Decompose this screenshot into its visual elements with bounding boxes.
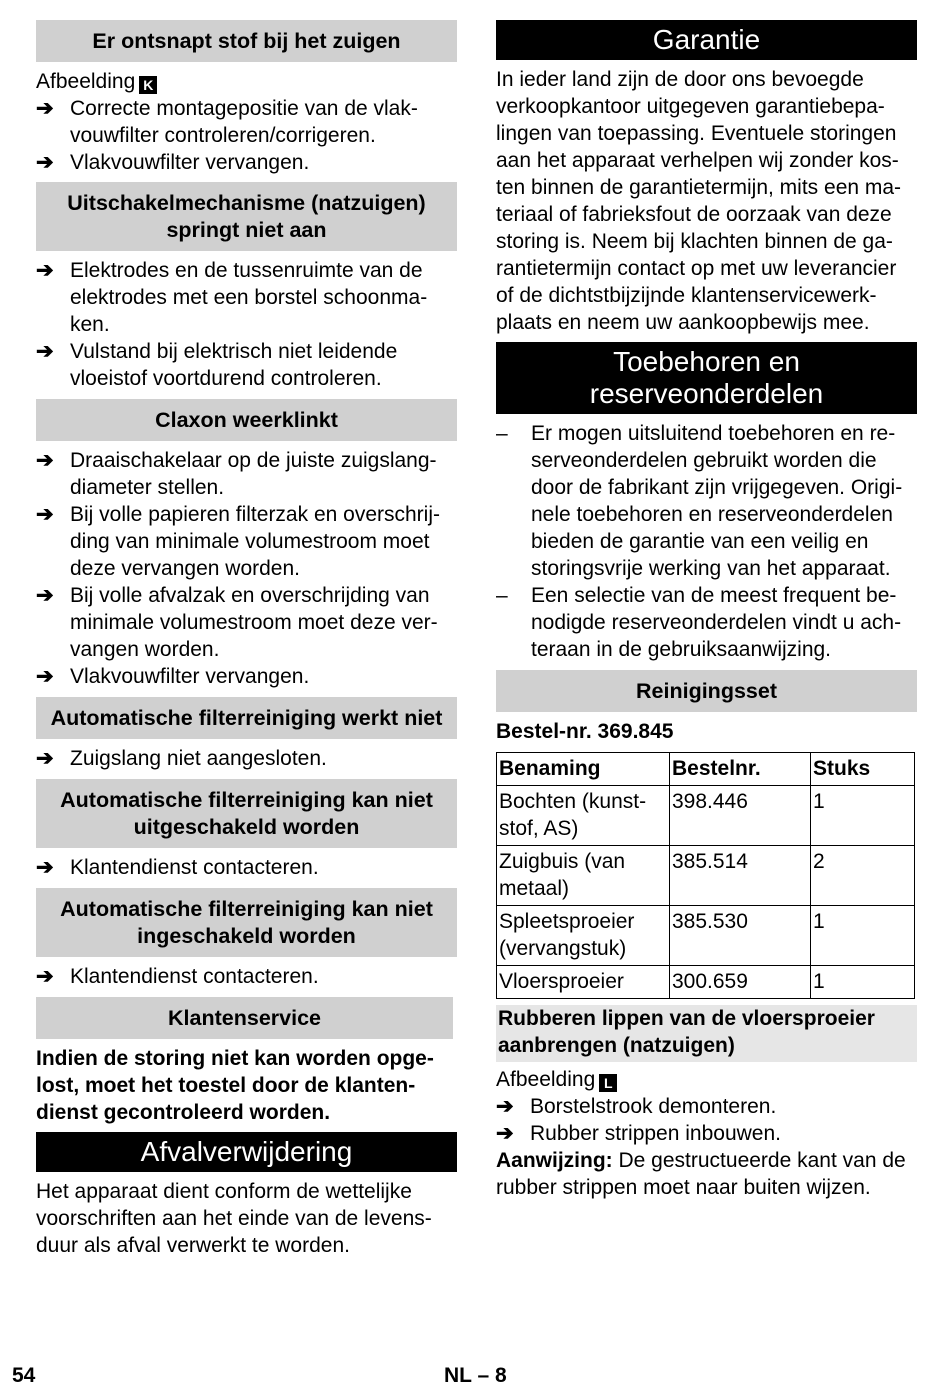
- garantie-text: In ieder land zijn de door ons bevoegde verkoopkantoor uitgegeven garantiebepa-lingen van toepassing. Eventuele storingen aan het apparaat verhelpen wij zonder kos-ten binnen de garantietermijn, mits een ma-teriaal of fabrieksfout de oorzaak van deze storing is. Neem bij klachten binnen de ga-rantietermijn contact op met uw leverancier of de dichtstbijzijnde klantenservicewerk-plaats en neem uw aankoopbewijs mee.: [496, 68, 902, 334]
- table-header-cell: Stuks: [811, 753, 915, 786]
- table-header-row: [497, 753, 915, 786]
- table-row: [497, 786, 915, 846]
- arrow-right-icon: ➔: [36, 97, 54, 120]
- note-label: Aanwijzing:: [496, 1149, 613, 1172]
- figure-ref: [36, 68, 457, 95]
- right-column: [496, 20, 917, 1201]
- klantenservice-text: Indien de storing niet kan worden opge-lost, moet het toestel door de klanten-dienst gecontroleerd worden.: [36, 1047, 434, 1124]
- heading-filterreiniging-niet-ingeschakeld: Automatische filterreiniging kan niet ingeschakeld worden: [36, 888, 457, 957]
- list-item: [36, 582, 457, 663]
- table-cell: 398.446: [670, 786, 811, 846]
- heading-uitschakelmechanisme: Uitschakelmechanisme (natzuigen) springt niet aan: [36, 182, 457, 251]
- table-header-cell: Bestelnr.: [670, 753, 811, 786]
- arrow-right-icon: ➔: [36, 584, 54, 607]
- arrow-right-icon: ➔: [36, 503, 54, 526]
- note: [496, 1147, 917, 1201]
- list-item-text: Vlakvouwfilter vervangen.: [70, 151, 310, 174]
- list-item: [496, 582, 917, 663]
- arrow-right-icon: ➔: [36, 151, 54, 174]
- table-cell: 385.530: [670, 906, 811, 966]
- list-item: [36, 338, 457, 392]
- arrow-right-icon: ➔: [36, 856, 54, 879]
- list-item-text: Bij volle afvalzak en overschrijding van minimale volumestroom moet deze ver-vangen worden.: [70, 584, 438, 661]
- arrow-right-icon: ➔: [36, 340, 54, 363]
- list-item: [36, 149, 457, 176]
- list-item: [36, 745, 457, 772]
- list-item: [496, 1093, 917, 1120]
- bullet-list: [496, 1093, 917, 1147]
- list-item: [36, 95, 457, 149]
- table-cell: Bochten (kunst-stof, AS): [497, 786, 670, 846]
- table-cell: 2: [811, 846, 915, 906]
- list-item: [36, 501, 457, 582]
- table-cell: Spleetsproeier (vervangstuk): [497, 906, 670, 966]
- language-page-label: NL – 8: [444, 1364, 507, 1385]
- table-cell: 1: [811, 786, 915, 846]
- table-cell: Zuigbuis (van metaal): [497, 846, 670, 906]
- list-item-text: Rubber strippen inbouwen.: [530, 1122, 781, 1145]
- heading-klantenservice: Klantenservice: [36, 997, 453, 1039]
- table-cell: 1: [811, 906, 915, 966]
- heading-reinigingsset: Reinigingsset: [496, 670, 917, 712]
- note-text: De gestructueerde kant van de rubber strippen moet naar buiten wijzen.: [496, 1149, 906, 1199]
- bullet-list: [36, 447, 457, 690]
- list-item-text: Een selectie van de meest frequent be-nodigde reserveonderdelen vindt u ach-teraan in de gebruiksaanwijzing.: [531, 584, 902, 661]
- list-item: [36, 257, 457, 338]
- bullet-list: [36, 854, 457, 881]
- arrow-right-icon: ➔: [36, 449, 54, 472]
- heading-filterreiniging-niet-uitgeschakeld: Automatische filterreiniging kan niet uitgeschakeld worden: [36, 779, 457, 848]
- table-row: [497, 966, 915, 999]
- figure-l-icon: L: [599, 1074, 617, 1092]
- afvalverwijdering-text: Het apparaat dient conform de wettelijke voorschriften aan het einde van de levens-duur als afval verwerkt te worden.: [36, 1180, 432, 1257]
- order-number: Bestel-nr. 369.845: [496, 720, 674, 743]
- left-column: [36, 20, 457, 1259]
- table-row: [497, 846, 915, 906]
- list-item: [36, 663, 457, 690]
- arrow-right-icon: ➔: [496, 1122, 514, 1145]
- table-cell: 300.659: [670, 966, 811, 999]
- list-item-text: Bij volle papieren filterzak en overschrij-ding van minimale volumestroom moet deze vervangen worden.: [70, 503, 440, 580]
- list-item: [36, 447, 457, 501]
- arrow-right-icon: ➔: [36, 665, 54, 688]
- parts-table: [496, 752, 915, 999]
- page-number: 54: [12, 1364, 36, 1385]
- list-item-text: Draaischakelaar op de juiste zuigslang-diameter stellen.: [70, 449, 437, 499]
- list-item-text: Er mogen uitsluitend toebehoren en re-serveonderdelen gebruikt worden die door de fabrikant zijn vrijgegeven. Origi-nele toebehoren en reserveonderdelen bieden de garantie van een veilig en storingsvrije werking van het apparaat.: [531, 422, 903, 580]
- heading-filterreiniging-werkt-niet: Automatische filterreiniging werkt niet: [36, 697, 457, 739]
- table-header-cell: Benaming: [497, 753, 670, 786]
- list-item-text: Klantendienst contacteren.: [70, 856, 319, 879]
- bullet-list: [36, 95, 457, 176]
- dash-marker: –: [496, 422, 508, 445]
- heading-toebehoren: Toebehoren en reserveonderdelen: [496, 342, 917, 414]
- dash-marker: –: [496, 584, 508, 607]
- list-item: [36, 854, 457, 881]
- heading-claxon: Claxon weerklinkt: [36, 399, 457, 441]
- list-item: [496, 420, 917, 582]
- list-item-text: Klantendienst contacteren.: [70, 965, 319, 988]
- table-cell: Vloersproeier: [497, 966, 670, 999]
- arrow-right-icon: ➔: [36, 747, 54, 770]
- list-item-text: Vulstand bij elektrisch niet leidende vloeistof voortdurend controleren.: [70, 340, 398, 390]
- arrow-right-icon: ➔: [36, 259, 54, 282]
- figure-ref-label: Afbeelding: [36, 70, 136, 93]
- figure-k-icon: K: [139, 76, 157, 94]
- figure-ref: [496, 1066, 917, 1093]
- heading-stof-ontsnapt: Er ontsnapt stof bij het zuigen: [36, 20, 457, 62]
- heading-rubberen-lippen: Rubberen lippen van de vloersproeier aanbrengen (natzuigen): [496, 1005, 917, 1062]
- table-body: [497, 786, 915, 999]
- list-item: [36, 963, 457, 990]
- heading-afvalverwijdering: Afvalverwijdering: [36, 1132, 457, 1172]
- figure-ref-label: Afbeelding: [496, 1068, 596, 1091]
- list-item: [496, 1120, 917, 1147]
- list-item-text: Elektrodes en de tussenruimte van de elektrodes met een borstel schoonma-ken.: [70, 259, 428, 336]
- list-item-text: Borstelstrook demonteren.: [530, 1095, 777, 1118]
- table-cell: 1: [811, 966, 915, 999]
- table-cell: 385.514: [670, 846, 811, 906]
- list-item-text: Vlakvouwfilter vervangen.: [70, 665, 310, 688]
- list-item-text: Correcte montagepositie van de vlak-vouwfilter controleren/corrigeren.: [70, 97, 418, 147]
- bullet-list: [36, 963, 457, 990]
- arrow-right-icon: ➔: [36, 965, 54, 988]
- bullet-list: [36, 257, 457, 392]
- bullet-list: [36, 745, 457, 772]
- table-row: [497, 906, 915, 966]
- heading-garantie: Garantie: [496, 20, 917, 60]
- list-item-text: Zuigslang niet aangesloten.: [70, 747, 327, 770]
- arrow-right-icon: ➔: [496, 1095, 514, 1118]
- dash-list: [496, 420, 917, 663]
